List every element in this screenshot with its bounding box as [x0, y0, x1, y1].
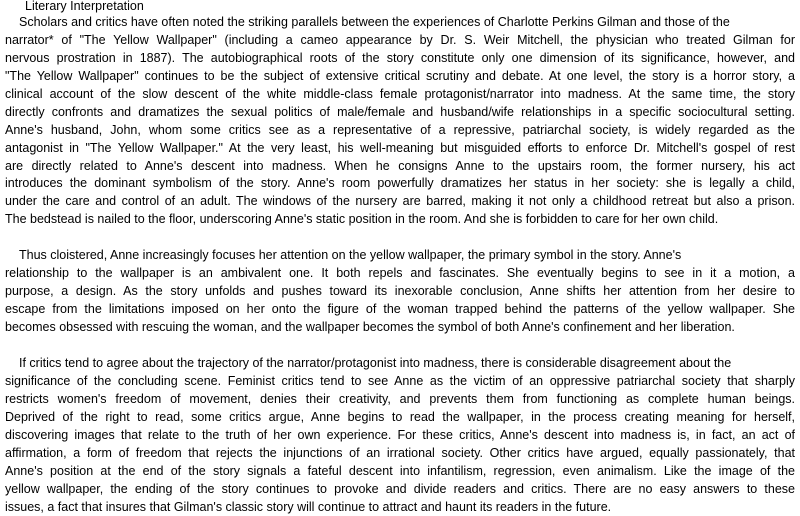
paragraph-1 — [5, 14, 795, 229]
paragraph-2 — [5, 247, 795, 337]
paragraph-line: relationship to the wallpaper is an ambivalent one. It both repels and fascinates. She eventually begins to see in it a motion, a — [5, 265, 795, 280]
paragraph-line: Anne's husband, John, whom some critics see as a representative of a repressive, patriarchal society, is widely regarded as the — [5, 122, 795, 137]
paragraph-line: are directly related to Anne's descent into madness. When he consigns Anne to the upstairs room, the former nursery, his act — [5, 158, 795, 173]
paragraph-line: restricts women's freedom of movement, denies their creativity, and prevents them from functioning as complete human beings. — [5, 391, 795, 406]
paragraph-line: clinical account of the slow descent of the white middle-class female protagonist/narrator into madness. At the same time, the story — [5, 86, 795, 101]
paragraph-line: significance of the concluding scene. Feminist critics tend to see Anne as the victim of an oppressive patriarchal society that sharply — [5, 373, 795, 388]
paragraph-line: narrator* of "The Yellow Wallpaper" (including a cameo appearance by Dr. S. Weir Mitchell, the physician who treated Gilman for — [5, 32, 795, 47]
paragraph-line: introduces the dominant symbolism of the story. Anne's room powerfully dramatizes her status in her society: she is legally a child, — [5, 176, 795, 191]
paragraph-line: Anne's position at the end of the story signals a fateful descent into infantilism, regression, even animalism. Like the image of the — [5, 463, 795, 478]
paragraph-line: antagonist in "The Yellow Wallpaper." At the very least, his well-meaning but misguided efforts to enforce Dr. Mitchell's gospel of rest — [5, 140, 795, 155]
paragraph-3 — [5, 355, 795, 516]
paragraph-line: "The Yellow Wallpaper" continues to be the subject of extensive critical scrutiny and debate. At one level, the story is a horror story, a — [5, 68, 795, 83]
paragraph-line: issues, a fact that insures that Gilman's classic story will continue to attract and haunt its readers in the future. — [5, 499, 612, 514]
paragraph-line: discovering images that relate to the truth of her own experience. For these critics, Anne's descent into madness is, in fact, an act of — [5, 427, 795, 442]
paragraph-line: escape from the limitations imposed on her onto the figure of the woman trapped behind the patterns of the yellow wallpaper. She — [5, 301, 795, 316]
paragraph-line: Thus cloistered, Anne increasingly focuses her attention on the yellow wallpaper, the primary symbol in the story. Anne's — [19, 248, 682, 262]
paragraph-line: purpose, a design. As the story unfolds and pushes toward its inexorable conclusion, Anne shifts her attention from her desire to — [5, 283, 795, 298]
paragraph-line: nervous prostration in 1887). The autobiographical roots of the story constitute only one dimension of its significance, however, and — [5, 50, 795, 65]
paragraph-line: Deprived of the right to read, some critics argue, Anne begins to read the wallpaper, in the process creating meaning for herself, — [5, 409, 795, 424]
paragraph-line: yellow wallpaper, the ending of the story continues to provoke and divide readers and critics. There are no easy answers to these — [5, 481, 795, 496]
paragraph-line: Scholars and critics have often noted the striking parallels between the experiences of Charlotte Perkins Gilman and those of the — [19, 15, 730, 29]
paragraph-line: affirmation, a form of freedom that rejects the injunctions of an irrational society. Other critics have argued, equally passionately, that — [5, 445, 795, 460]
document-heading: Literary Interpretation — [25, 0, 144, 13]
paragraph-line: If critics tend to agree about the trajectory of the narrator/protagonist into madness, there is considerable disagreement about the — [19, 356, 732, 370]
paragraph-line: under the care and control of an adult. The windows of the nursery are barred, making it not only a childhood retreat but also a prison. — [5, 194, 795, 209]
paragraph-line: The bedstead is nailed to the floor, underscoring Anne's static position in the room. And she is forbidden to care for her own child. — [5, 212, 719, 227]
paragraph-line: directly confronts and dramatizes the sexual politics of male/female and husband/wife relationships in a specific sociocultural setting. — [5, 104, 795, 119]
paragraph-line: becomes obsessed with rescuing the woman, and the wallpaper becomes the symbol of both Anne's confinement and her liberation. — [5, 319, 735, 334]
